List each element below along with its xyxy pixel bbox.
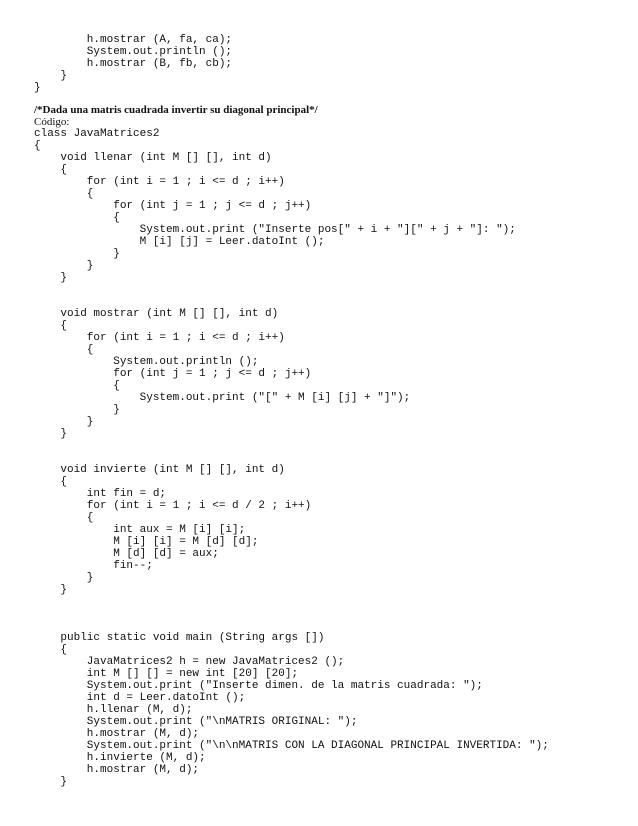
code-line: } [34,584,68,596]
code-line: } [34,70,68,82]
code-line: } [34,260,94,272]
code-line: { [34,476,68,488]
code-line: } [34,572,94,584]
code-line: int fin = d; [34,488,167,500]
code-line: { [34,344,94,356]
code-line: M [i] [j] = Leer.datoInt (); [34,236,325,248]
code-line: void invierte (int M [] [], int d) [34,464,285,476]
code-line: h.mostrar (M, d); [34,764,200,776]
code-line: { [34,188,94,200]
code-line: } [34,82,41,94]
code-line: System.out.print ("Inserte pos[" + i + "][" + j + "]: "); [34,224,516,236]
code-line: for (int i = 1 ; i <= d ; i++) [34,332,285,344]
code-line: h.mostrar (A, fa, ca); [34,34,233,46]
code-line: JavaMatrices2 h = new JavaMatrices2 (); [34,656,345,668]
code-snippet-top [34,34,624,94]
code-line: int M [] [] = new int [20] [20]; [34,668,299,680]
code-line: fin--; [34,560,153,572]
code-line: int d = Leer.datoInt (); [34,692,246,704]
code-line: for (int i = 1 ; i <= d / 2 ; i++) [34,500,312,512]
code-line: } [34,776,68,788]
code-line: } [34,416,94,428]
code-line: { [34,380,120,392]
code-line: void mostrar (int M [] [], int d) [34,308,279,320]
code-block [34,128,624,788]
code-line: public static void main (String args []) [34,632,325,644]
code-line: System.out.print ("Inserte dimen. de la matris cuadrada: "); [34,680,483,692]
code-line [34,440,624,452]
code-line [34,608,624,620]
code-line: System.out.println (); [34,356,259,368]
code-line: h.mostrar (B, fb, cb); [34,58,233,70]
code-line [34,620,624,632]
code-line: } [34,272,68,284]
code-line: System.out.print ("\n\nMATRIS CON LA DIAGONAL PRINCIPAL INVERTIDA: "); [34,740,549,752]
code-line: { [34,512,94,524]
code-line: } [34,404,120,416]
code-label: Código: [34,116,70,128]
code-line: System.out.print ("\nMATRIS ORIGINAL: "); [34,716,358,728]
code-line: M [d] [d] = aux; [34,548,219,560]
code-line: } [34,428,68,440]
code-line: h.invierte (M, d); [34,752,206,764]
code-line: System.out.println (); [34,46,233,58]
code-line: for (int j = 1 ; j <= d ; j++) [34,368,312,380]
code-line: { [34,644,68,656]
code-line: { [34,320,68,332]
code-line [34,284,624,296]
code-line: h.llenar (M, d); [34,704,193,716]
code-line: class JavaMatrices2 [34,128,160,140]
code-line: for (int i = 1 ; i <= d ; i++) [34,176,285,188]
code-line [34,296,624,308]
code-line: M [i] [i] = M [d] [d]; [34,536,259,548]
code-line: System.out.print ("[" + M [i] [j] + "]"); [34,392,411,404]
code-line: int aux = M [i] [i]; [34,524,246,536]
code-line: h.mostrar (M, d); [34,728,200,740]
document-page [34,34,624,788]
code-line [34,596,624,608]
code-line: { [34,140,41,152]
spacer [34,94,624,104]
code-line: for (int j = 1 ; j <= d ; j++) [34,200,312,212]
section-heading: /*Dada una matris cuadrada invertir su diagonal principal*/ [34,104,318,116]
code-line [34,452,624,464]
code-line: { [34,212,120,224]
code-line: { [34,164,68,176]
code-line: } [34,248,120,260]
code-line: void llenar (int M [] [], int d) [34,152,272,164]
